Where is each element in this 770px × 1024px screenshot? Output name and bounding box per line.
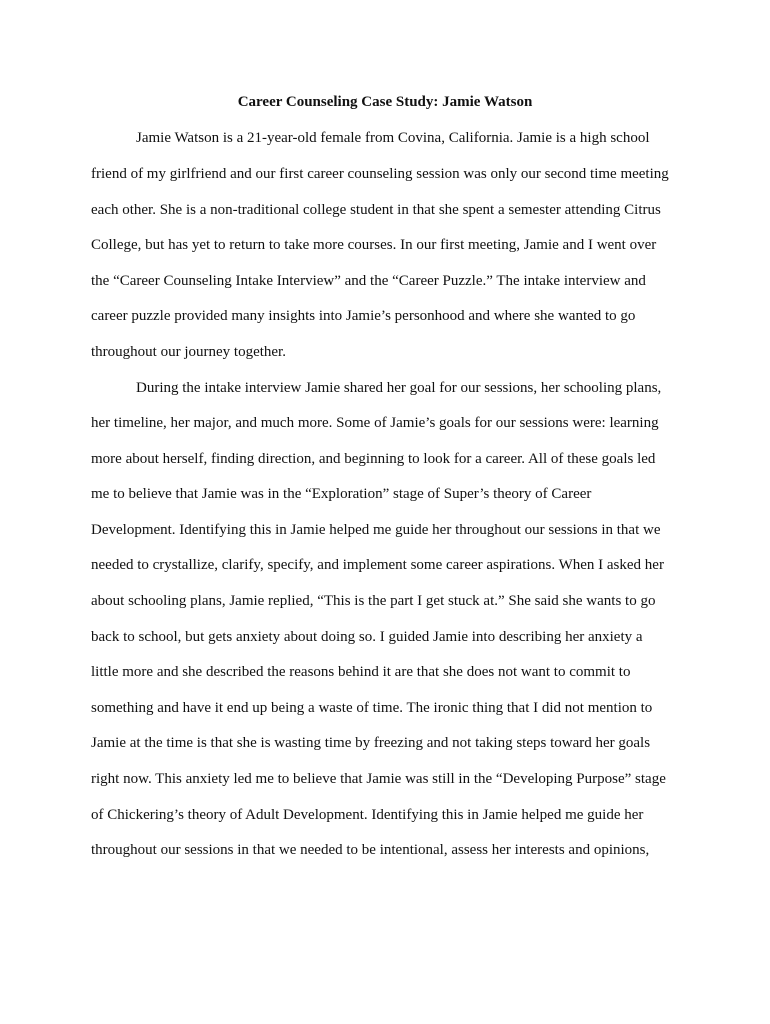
paragraph-1-line-7: throughout our journey together. [91, 344, 286, 360]
paragraph-2-line-12: right now. This anxiety led me to believe that Jamie was still in the “Developing Purpose” stage [91, 771, 666, 787]
paragraph-2-line-6: needed to crystallize, clarify, specify, and implement some career aspirations. When I asked her [91, 557, 664, 573]
paragraph-1-line-3: each other. She is a non-traditional college student in that she spent a semester attending Citrus [91, 202, 661, 218]
document-title: Career Counseling Case Study: Jamie Watson [237, 94, 533, 110]
paragraph-2-line-10: something and have it end up being a waste of time. The ironic thing that I did not mention to [91, 700, 653, 716]
paragraph-2-line-11: Jamie at the time is that she is wasting time by freezing and not taking steps toward her goals [91, 735, 651, 751]
paragraph-2-line-2: her timeline, her major, and much more. Some of Jamie’s goals for our sessions were: learning [91, 415, 659, 431]
paragraph-1-line-1: Jamie Watson is a 21-year-old female from Covina, California. Jamie is a high school [136, 130, 650, 146]
paragraph-2-line-4: me to believe that Jamie was in the “Exploration” stage of Super’s theory of Career [91, 486, 592, 502]
paragraph-2-line-1: During the intake interview Jamie shared her goal for our sessions, her schooling plans, [136, 380, 662, 396]
paragraph-1-line-2: friend of my girlfriend and our first career counseling session was only our second time meeting [91, 166, 669, 182]
paragraph-1-line-4: College, but has yet to return to take more courses. In our first meeting, Jamie and I went over [91, 237, 657, 253]
paragraph-2-line-3: more about herself, finding direction, and beginning to look for a career. All of these goals led [91, 451, 656, 467]
paragraph-1-line-6: career puzzle provided many insights into Jamie’s personhood and where she wanted to go [91, 308, 636, 324]
paragraph-2-line-13: of Chickering’s theory of Adult Development. Identifying this in Jamie helped me guide her [91, 807, 644, 823]
paragraph-1-line-5: the “Career Counseling Intake Interview” and the “Career Puzzle.” The intake interview and [91, 273, 646, 289]
paragraph-2-line-7: about schooling plans, Jamie replied, “This is the part I get stuck at.” She said she wants to go [91, 593, 656, 609]
paragraph-2-line-5: Development. Identifying this in Jamie helped me guide her throughout our sessions in that we [91, 522, 661, 538]
paragraph-2-line-9: little more and she described the reasons behind it are that she does not want to commit to [91, 664, 631, 680]
paragraph-2-line-8: back to school, but gets anxiety about doing so. I guided Jamie into describing her anxiety a [91, 629, 643, 645]
paragraph-2-line-14: throughout our sessions in that we needed to be intentional, assess her interests and opinions, [91, 842, 650, 858]
